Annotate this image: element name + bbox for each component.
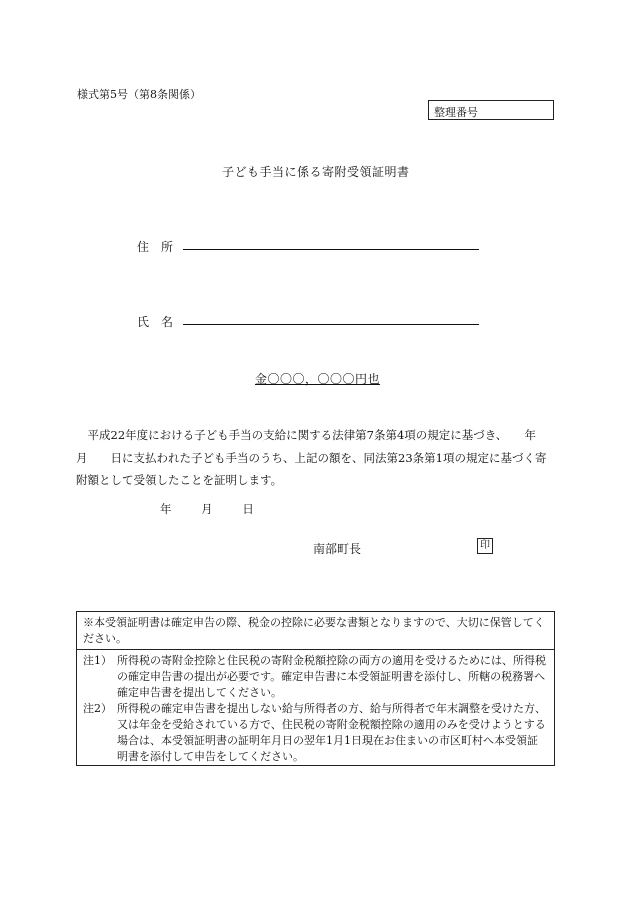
note-text: 所得税の確定申告書を提出しない給与所得者の方、給与所得者で年末調整を受けた方、又は年金を受給されている方で、住民税の寄附金税額控除の適用のみを受けようとする場合は、本受領証明書の証明年月日の翌年1月1日現在お住まいの市区町村へ本受領証明書を添付して申告をしてください。: [117, 702, 546, 763]
issue-date: [160, 501, 280, 517]
note-item: [83, 701, 548, 765]
management-number-label: 整理番号: [434, 106, 478, 119]
note-tag: 注1）: [83, 654, 112, 667]
notes-list: [77, 650, 554, 768]
notice-box: [76, 611, 555, 766]
date-year: 年: [160, 502, 172, 516]
note-text: 所得税の寄附金控除と住民税の寄附金税額控除の両方の適用を受けるためには、所得税の確定申告書の提出が必要です。確定申告書に本受領証明書を添付し、所轄の税務署へ確定申告書を提出してください。: [117, 654, 546, 699]
certification-text: 平成22年度における子ども手当の支給に関する法律第7条第4項の規定に基づき、 年 月 日に支払われた子ども手当のうち、上記の額を、同法第23条第1項の規定に基づく寄附額として受領したことを証明します。: [76, 428, 560, 487]
issuer-title: 南部町長: [313, 542, 362, 556]
donation-amount: 金〇〇〇，〇〇〇円也: [255, 372, 381, 386]
form-number: 様式第5号（第8条関係）: [77, 88, 201, 101]
document-title: 子ども手当に係る寄附受領証明書: [222, 165, 410, 179]
date-day: 日: [242, 502, 254, 516]
date-month: 月: [201, 502, 213, 516]
notice-text: ※本受領証明書は確定申告の際、税金の控除に必要な書類となりますので、大切に保管してください。: [77, 612, 554, 650]
note-item: [83, 653, 548, 701]
name-label: 氏 名: [137, 315, 174, 329]
management-number-box: [428, 100, 554, 120]
seal-mark: 印: [477, 538, 493, 554]
note-tag: 注2）: [83, 702, 112, 715]
name-field-line: [183, 324, 479, 325]
address-label: 住 所: [137, 240, 174, 254]
address-field-line: [183, 249, 479, 250]
